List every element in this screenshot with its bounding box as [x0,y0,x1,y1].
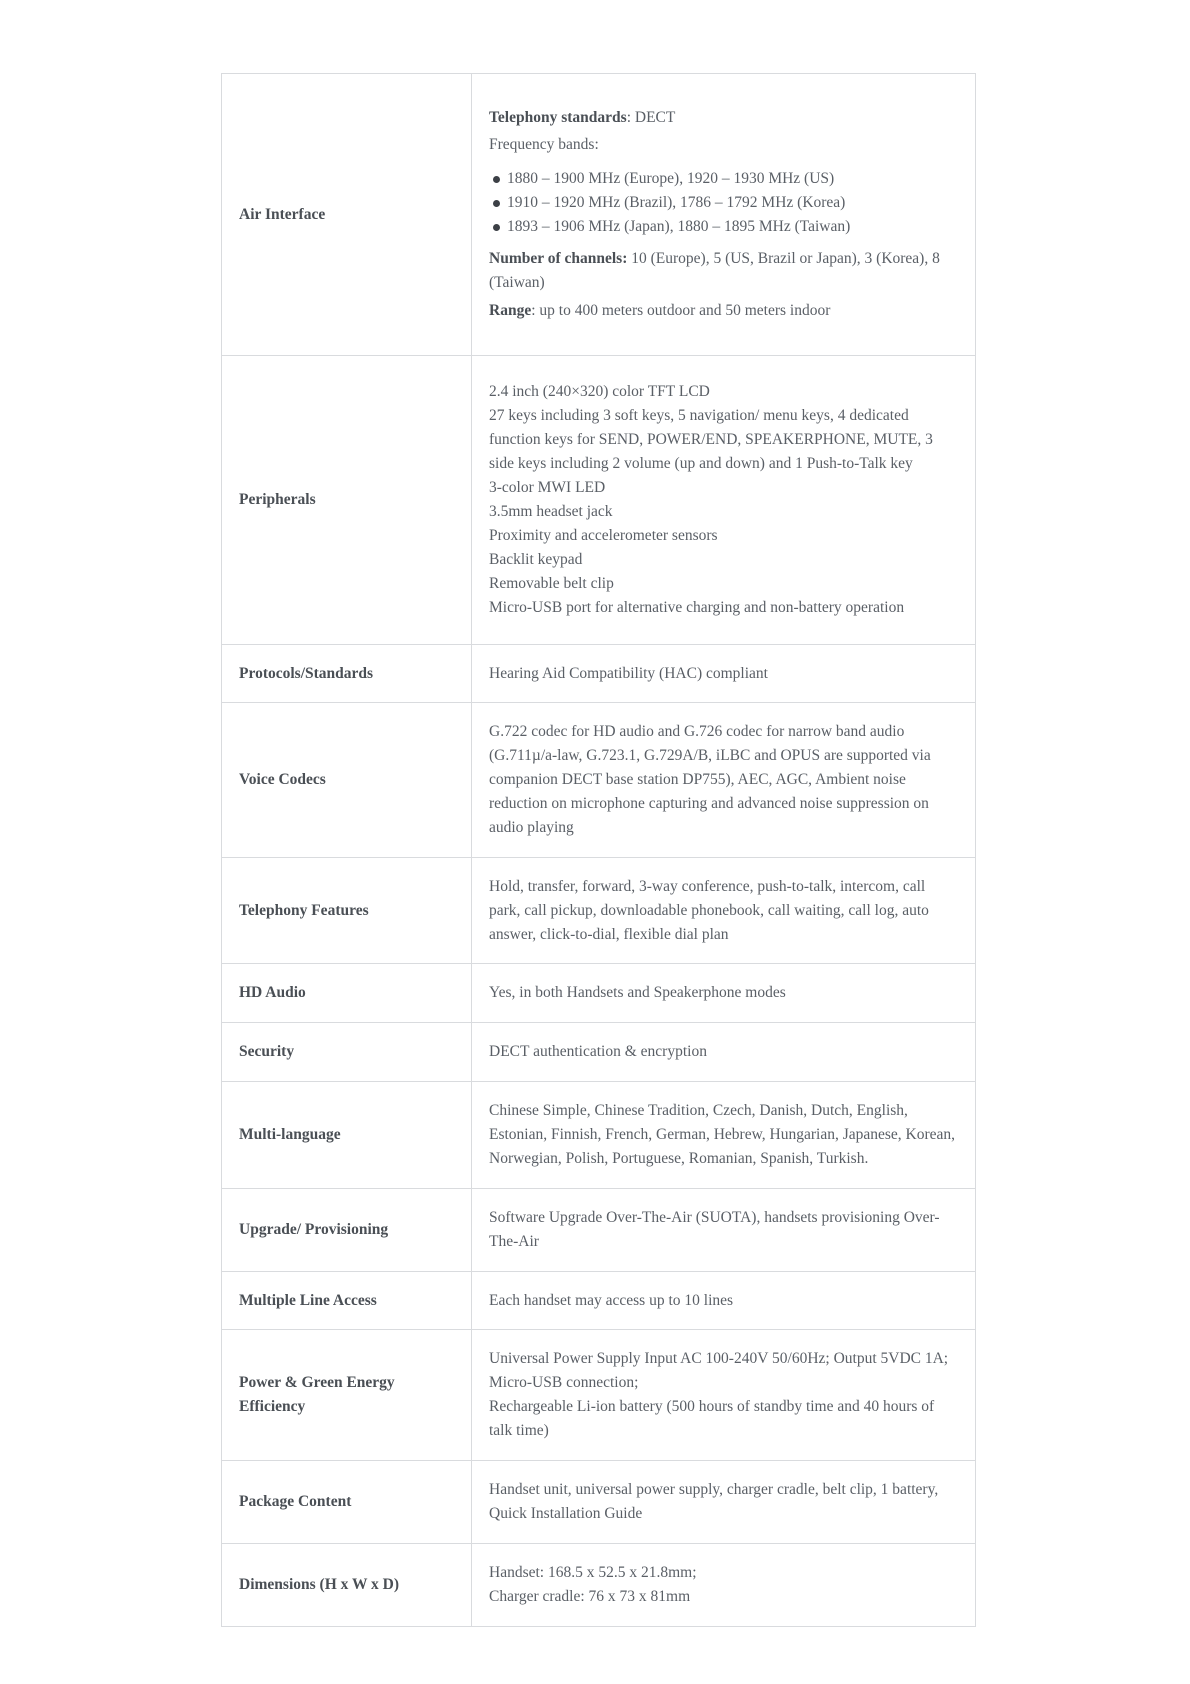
dimension-line: Charger cradle: 76 x 73 x 81mm [489,1588,691,1605]
spec-label: Power & Green Energy Efficiency [222,1330,472,1461]
peripheral-line: Removable belt clip [489,575,614,592]
frequency-bands-label: Frequency bands: [489,136,599,153]
spec-label: Telephony Features [222,858,472,964]
spec-label: Air Interface [222,74,472,356]
peripheral-line: 27 keys including 3 soft keys, 5 navigation/ menu keys, 4 dedicated function keys for SEND, POWER/END, SPEAKERPHONE, MUTE, 3 side keys including 2 volume (up and down) and 1 Push-to-Talk key [489,407,933,472]
frequency-bands-list [489,167,958,239]
spec-label: Multi-language [222,1082,472,1189]
spec-value: Hearing Aid Compatibility (HAC) compliant [472,645,976,703]
specifications-table [221,73,976,1627]
spec-label: Protocols/Standards [222,645,472,703]
range-value: : up to 400 meters outdoor and 50 meters indoor [531,302,831,319]
spec-value [472,356,976,645]
spec-label: Peripherals [222,356,472,645]
spec-row-package-content [222,1461,976,1544]
spec-value [472,1330,976,1461]
spec-value: DECT authentication & encryption [472,1023,976,1082]
power-line: Rechargeable Li-ion battery (500 hours of standby time and 40 hours of talk time) [489,1398,935,1439]
spec-row-multi-language [222,1082,976,1189]
number-of-channels-value: 10 (Europe), 5 (US, Brazil or Japan), 3 (Korea), 8 (Taiwan) [489,250,940,291]
spec-row-telephony-features [222,858,976,964]
frequency-band-item: 1893 – 1906 MHz (Japan), 1880 – 1895 MHz (Taiwan) [489,215,958,239]
spec-row-dimensions [222,1544,976,1627]
spec-value: Each handset may access up to 10 lines [472,1272,976,1330]
spec-row-air-interface [222,74,976,356]
range-label: Range [489,302,532,319]
spec-value: Yes, in both Handsets and Speakerphone modes [472,964,976,1023]
spec-value: Hold, transfer, forward, 3-way conference, push-to-talk, intercom, call park, call pickup, downloadable phonebook, call waiting, call log, auto answer, click-to-dial, flexible dial plan [472,858,976,964]
spec-label: Upgrade/ Provisioning [222,1189,472,1272]
spec-label: Dimensions (H x W x D) [222,1544,472,1627]
peripheral-line: Proximity and accelerometer sensors [489,527,718,544]
spec-value [472,1544,976,1627]
peripheral-line: 3-color MWI LED [489,479,606,496]
spec-value: Software Upgrade Over-The-Air (SUOTA), handsets provisioning Over-The-Air [472,1189,976,1272]
spec-value: G.722 codec for HD audio and G.726 codec for narrow band audio (G.711µ/a-law, G.723.1, G.729A/B, iLBC and OPUS are supported via companion DECT base station DP755), AEC, AGC, Ambient noise reduction on microphone capturing and advanced noise suppression on audio playing [472,703,976,858]
spec-label: HD Audio [222,964,472,1023]
peripheral-line: 2.4 inch (240×320) color TFT LCD [489,383,710,400]
spec-value [472,74,976,356]
frequency-band-item: 1910 – 1920 MHz (Brazil), 1786 – 1792 MHz (Korea) [489,191,958,215]
spec-label: Multiple Line Access [222,1272,472,1330]
peripheral-line: 3.5mm headset jack [489,503,613,520]
spec-value: Chinese Simple, Chinese Tradition, Czech, Danish, Dutch, English, Estonian, Finnish, French, German, Hebrew, Hungarian, Japanese, Korean, Norwegian, Polish, Portuguese, Romanian, Spanish, Turkish. [472,1082,976,1189]
spec-row-protocols-standards [222,645,976,703]
number-of-channels-label: Number of channels: [489,250,628,267]
spec-row-power-green-energy [222,1330,976,1461]
telephony-standards-value: : DECT [626,109,676,126]
spec-row-multiple-line-access [222,1272,976,1330]
range [489,299,958,323]
spec-row-security [222,1023,976,1082]
spec-row-voice-codecs [222,703,976,858]
peripheral-line: Backlit keypad [489,551,583,568]
spec-label: Security [222,1023,472,1082]
telephony-standards [489,106,958,130]
number-of-channels [489,247,958,295]
spec-row-peripherals [222,356,976,645]
power-line: Universal Power Supply Input AC 100-240V 50/60Hz; Output 5VDC 1A; Micro-USB connection; [489,1350,949,1391]
spec-row-hd-audio [222,964,976,1023]
frequency-band-item: 1880 – 1900 MHz (Europe), 1920 – 1930 MHz (US) [489,167,958,191]
spec-label: Voice Codecs [222,703,472,858]
spec-label: Package Content [222,1461,472,1544]
peripheral-line: Micro-USB port for alternative charging and non-battery operation [489,599,905,616]
telephony-standards-label: Telephony standards [489,109,627,126]
dimension-line: Handset: 168.5 x 52.5 x 21.8mm; [489,1564,697,1581]
spec-value: Handset unit, universal power supply, charger cradle, belt clip, 1 battery, Quick Installation Guide [472,1461,976,1544]
spec-row-upgrade-provisioning [222,1189,976,1272]
